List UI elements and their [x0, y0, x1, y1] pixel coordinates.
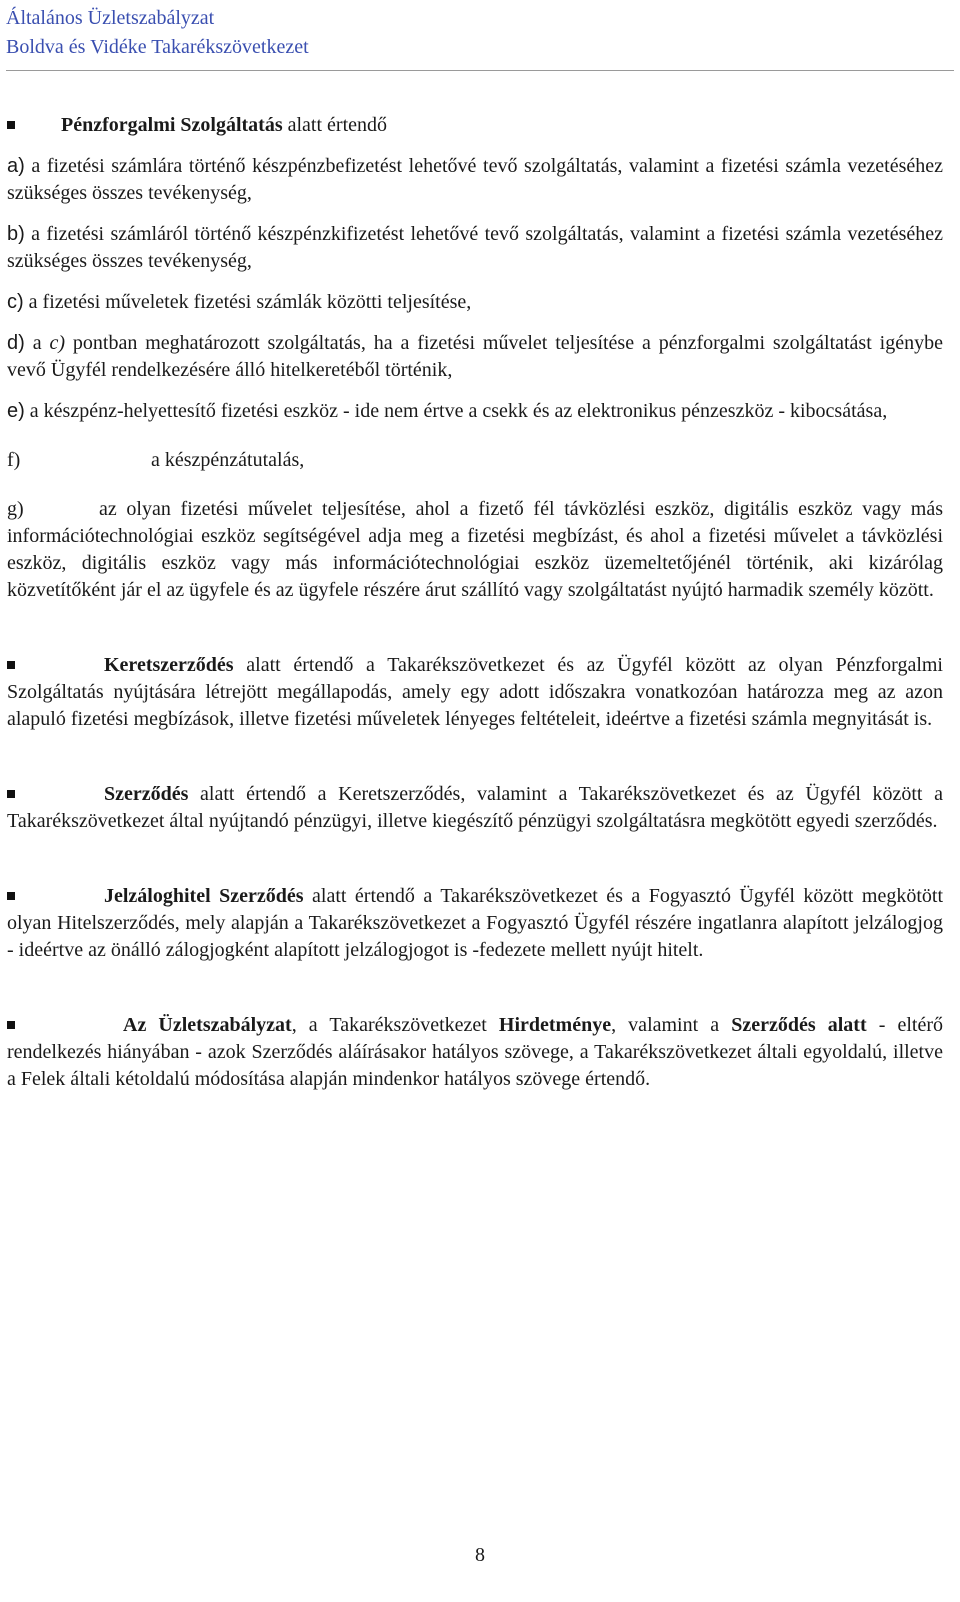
list-label: g) [7, 498, 24, 520]
document-header [6, 4, 956, 62]
document-title: Általános Üzletszabályzat [6, 7, 215, 29]
list-text: a fizetési számláról történő készpénzkifizetést lehetővé tevő szolgáltatás, valamint a fizetési számla vezetéséhez szükséges összes tevékenység, [7, 223, 943, 272]
list-text: a készpénz-helyettesítő fizetési eszköz - ide nem értve a csekk és az elektronikus pénzeszköz - kibocsátása, [24, 400, 888, 422]
list-item-b [7, 221, 943, 275]
bullet-icon [7, 661, 15, 669]
bullet-icon [7, 892, 15, 900]
bullet-icon [7, 790, 15, 798]
list-label: e) [7, 400, 25, 422]
list-item-f [7, 447, 943, 474]
list-label: b) [7, 223, 25, 245]
list-text: a készpénzátutalás, [151, 449, 305, 471]
list-text: a fizetési műveletek fizetési számlák közötti teljesítése, [23, 291, 472, 313]
page-number: 8 [475, 1544, 485, 1566]
list-item-g [7, 496, 943, 604]
definition-term: Jelzáloghitel Szerződés [104, 885, 304, 907]
list-label: a) [7, 155, 25, 177]
list-text-before: a [24, 332, 50, 354]
definition-penzforgalmi [7, 112, 943, 139]
definition-text: , a Takarékszövetkezet [291, 1014, 499, 1036]
definition-text: - eltérő rendelkezés hiányában - azok Szerződés aláírásakor hatályos szövege, a Takarékszövetkezet általi egyoldalú, illetve a Felek általi kétoldalú módosítása alapján mindenkor hatályos szövege értendő. [7, 1014, 943, 1090]
list-item-a [7, 153, 943, 207]
list-item-d [7, 330, 943, 384]
list-item-e [7, 398, 943, 425]
definition-jelzaloghitel [7, 883, 943, 964]
list-reference: c) [49, 332, 66, 354]
list-item-c [7, 289, 943, 316]
list-label: d) [7, 332, 25, 354]
definition-intro: alatt értendő [282, 114, 388, 136]
definition-term: Szerződés [104, 783, 189, 805]
header-divider [6, 70, 954, 71]
definition-term-hirdetmeny: Hirdetménye [498, 1014, 612, 1036]
definition-uzletszabalyzat [7, 1012, 943, 1093]
bullet-icon [7, 121, 15, 129]
list-text: a fizetési számlára történő készpénzbefizetést lehetővé tevő szolgáltatás, valamint a fizetési számla vezetéséhez szükséges összes tevékenység, [7, 155, 943, 204]
definition-text: alatt értendő a Takarékszövetkezet és a Fogyasztó Ügyfél között megkötött olyan Hitelszerződés, mely alapján a Takarékszövetkezet a Fogyasztó Ügyfél részére ingatlanra alapított jelzálogjog - ideértve az önálló zálogjogként alapított jelzálogjogot is -fedezete mellett nyújt hitelt. [7, 885, 944, 961]
document-subtitle: Boldva és Vidéke Takarékszövetkezet [6, 36, 309, 58]
definition-term: Az Üzletszabályzat [123, 1014, 292, 1036]
definition-term-szerzodes-alatt: Szerződés alatt [731, 1014, 867, 1036]
list-label: f) [7, 449, 21, 471]
definition-term: Keretszerződés [104, 654, 234, 676]
definition-text: , valamint a [611, 1014, 732, 1036]
definition-keretszerzodes [7, 652, 943, 733]
definition-szerzodes [7, 781, 943, 835]
list-text: az olyan fizetési művelet teljesítése, ahol a fizető fél távközlési eszköz, digitális eszköz vagy más információtechnológiai eszköz segítségével adja meg a fizetési megbízást, és ahol a fizetési művelet a távközlési eszköz, digitális eszköz vagy más információtechnológiai eszköz üzemeltetőjénél történik, aki kizárólag közvetítőként jár el az ügyfele és az ügyfele részére árut szállító vagy szolgáltatást nyújtó harmadik személy között. [7, 498, 943, 601]
list-label: c) [7, 291, 24, 313]
definition-text: alatt értendő a Keretszerződés, valamint a Takarékszövetkezet és az Ügyfél között a Takarékszövetkezet által nyújtandó pénzügyi, illetve kiegészítő pénzügyi szolgáltatásra megkötött egyedi szerződés. [7, 783, 943, 832]
bullet-icon [7, 1021, 15, 1029]
definition-text: alatt értendő a Takarékszövetkezet és az Ügyfél között az olyan Pénzforgalmi Szolgáltatás nyújtására létrejött megállapodás, amely egy adott időszakra vonatkozóan határozza meg az azon alapuló fizetési megbízások, illetve fizetési műveletek lényeges feltételeit, ideértve a fizetési számla megnyitását is. [7, 654, 943, 730]
definition-term: Pénzforgalmi Szolgáltatás [61, 114, 283, 136]
list-text: pontban meghatározott szolgáltatás, ha a fizetési művelet teljesítése a pénzforgalmi szolgáltatást igénybe vevő Ügyfél rendelkezésére álló hitelkeretéből történik, [7, 332, 943, 381]
document-body [7, 112, 943, 1093]
